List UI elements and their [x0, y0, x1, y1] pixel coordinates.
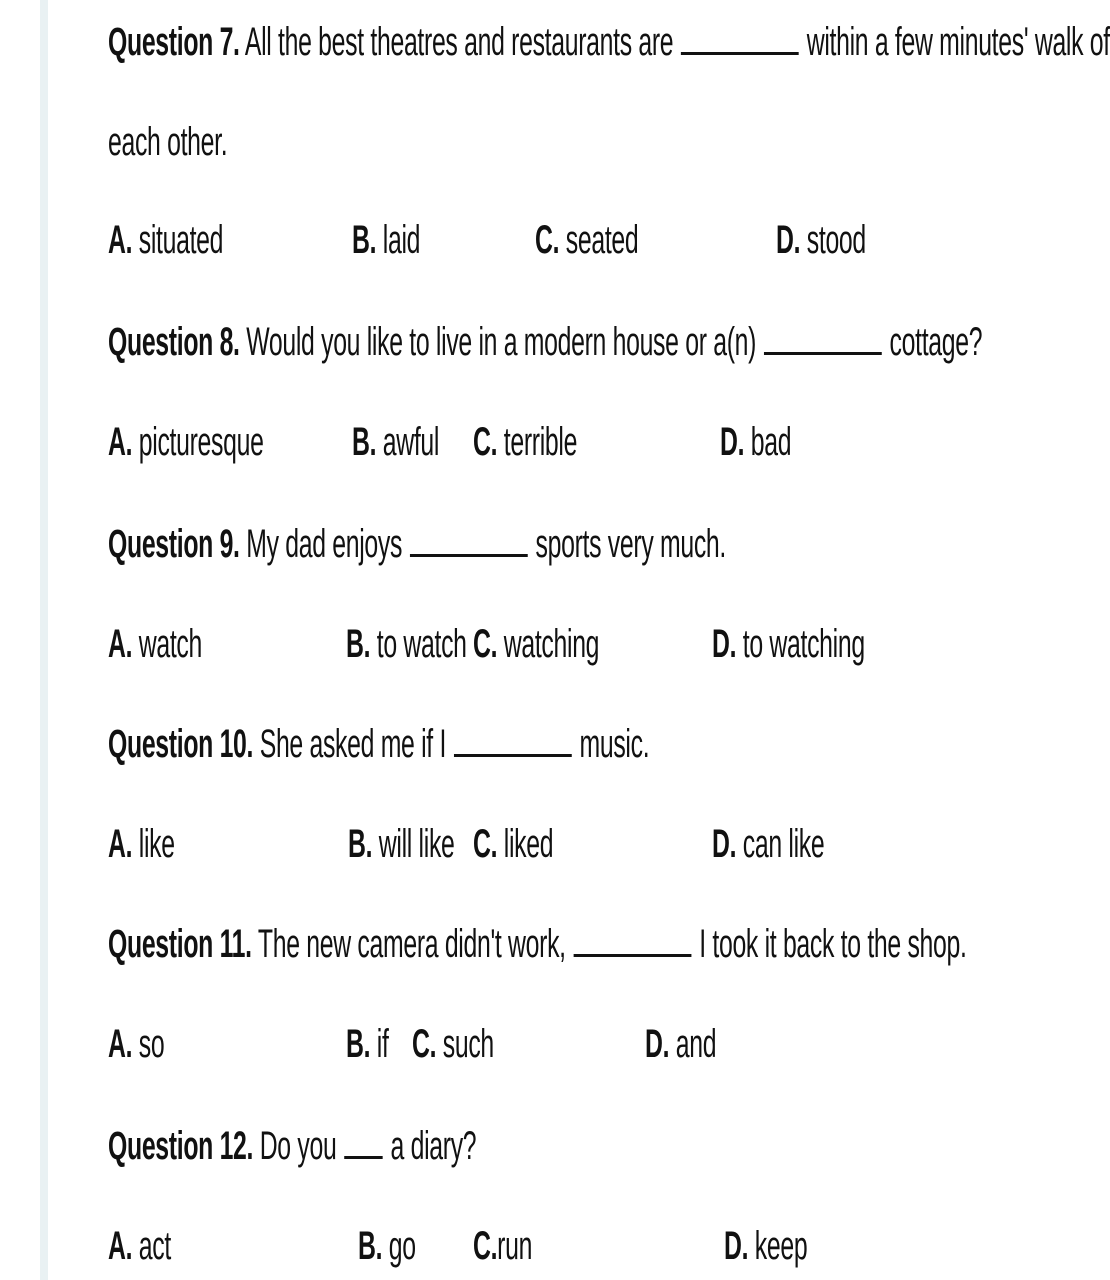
question-7-option-d[interactable]: [776, 216, 866, 264]
question-8-option-b[interactable]: [352, 418, 439, 466]
option-text: watching: [503, 622, 600, 666]
option-letter: B.: [346, 1022, 371, 1066]
question-9-blank: [410, 524, 528, 557]
option-text: go: [388, 1224, 416, 1268]
question-8-text-after: cottage?: [889, 320, 983, 364]
option-text: bad: [750, 420, 792, 464]
question-10-blank: [454, 724, 572, 757]
left-margin-rule: [40, 0, 48, 1280]
question-9-option-d[interactable]: [712, 620, 865, 668]
question-7-stem: [108, 18, 1110, 66]
option-letter: A.: [108, 1224, 133, 1268]
question-10-text-before: She asked me if I: [259, 722, 447, 766]
option-letter: B.: [348, 822, 373, 866]
question-11-text-after: I took it back to the shop.: [699, 922, 967, 966]
question-8-stem: [108, 318, 982, 366]
question-9-option-b[interactable]: [346, 620, 467, 668]
option-text: keep: [754, 1224, 808, 1268]
question-7-text-continuation: each other.: [108, 120, 228, 164]
question-9-label: Question 9.: [108, 522, 240, 566]
question-12-option-b[interactable]: [358, 1222, 416, 1270]
question-9-option-c[interactable]: [473, 620, 599, 668]
option-letter: C.: [535, 218, 560, 262]
question-7-blank: [681, 22, 799, 55]
option-letter: D.: [776, 218, 801, 262]
question-7-option-b[interactable]: [352, 216, 420, 264]
question-11-option-a[interactable]: [108, 1020, 164, 1068]
option-letter: A.: [108, 420, 133, 464]
question-10-label: Question 10.: [108, 722, 254, 766]
option-text: seated: [565, 218, 639, 262]
option-letter: A.: [108, 622, 133, 666]
option-letter: D.: [724, 1224, 749, 1268]
question-9-text-before: My dad enjoys: [246, 522, 403, 566]
question-12-text-before: Do you: [259, 1124, 337, 1168]
question-12-blank: [344, 1126, 382, 1159]
option-text: and: [675, 1022, 717, 1066]
question-10-option-a[interactable]: [108, 820, 175, 868]
option-text: liked: [503, 822, 554, 866]
option-text: act: [138, 1224, 171, 1268]
option-text: to watch: [376, 622, 467, 666]
option-letter: C.: [473, 1224, 498, 1268]
question-7-stem-continued: [108, 118, 227, 166]
option-letter: D.: [645, 1022, 670, 1066]
question-11-stem: [108, 920, 967, 968]
option-text: can like: [742, 822, 825, 866]
question-9-stem: [108, 520, 726, 568]
option-text: run: [497, 1224, 533, 1268]
option-letter: D.: [720, 420, 745, 464]
question-11-label: Question 11.: [108, 922, 252, 966]
question-7-label: Question 7.: [108, 20, 240, 64]
question-11-text-before: The new camera didn't work,: [257, 922, 566, 966]
option-text: will like: [378, 822, 455, 866]
question-9-text-after: sports very much.: [535, 522, 726, 566]
question-10-text-after: music.: [579, 722, 650, 766]
question-7-text-before: All the best theatres and restaurants are: [244, 20, 674, 64]
question-11-option-d[interactable]: [645, 1020, 716, 1068]
question-8-text-before: Would you like to live in a modern house or a(n): [246, 320, 757, 364]
question-12-label: Question 12.: [108, 1124, 254, 1168]
option-letter: D.: [712, 822, 737, 866]
option-letter: B.: [358, 1224, 383, 1268]
question-8-option-a[interactable]: [108, 418, 264, 466]
option-letter: B.: [352, 420, 377, 464]
question-12-option-a[interactable]: [108, 1222, 171, 1270]
question-8-blank: [764, 322, 882, 355]
option-text: stood: [806, 218, 866, 262]
option-text: terrible: [503, 420, 578, 464]
option-letter: A.: [108, 1022, 133, 1066]
question-7-option-c[interactable]: [535, 216, 638, 264]
question-9-option-a[interactable]: [108, 620, 202, 668]
question-10-stem: [108, 720, 649, 768]
option-text: so: [138, 1022, 165, 1066]
option-letter: D.: [712, 622, 737, 666]
question-12-stem: [108, 1122, 476, 1170]
question-10-option-d[interactable]: [712, 820, 824, 868]
option-text: laid: [382, 218, 421, 262]
option-text: to watching: [742, 622, 865, 666]
option-text: watch: [138, 622, 203, 666]
option-letter: A.: [108, 822, 133, 866]
question-7-text-after: within a few minutes' walk of: [806, 20, 1110, 64]
option-text: such: [442, 1022, 494, 1066]
option-letter: A.: [108, 218, 133, 262]
option-text: picturesque: [138, 420, 264, 464]
question-12-text-after: a diary?: [390, 1124, 477, 1168]
question-8-option-d[interactable]: [720, 418, 791, 466]
option-text: if: [376, 1022, 389, 1066]
option-text: awful: [382, 420, 440, 464]
option-letter: C.: [473, 420, 498, 464]
question-12-option-c[interactable]: [473, 1222, 532, 1270]
question-11-option-b[interactable]: [346, 1020, 389, 1068]
option-letter: C.: [473, 622, 498, 666]
option-text: situated: [138, 218, 224, 262]
question-8-label: Question 8.: [108, 320, 240, 364]
question-8-option-c[interactable]: [473, 418, 577, 466]
question-12-option-d[interactable]: [724, 1222, 807, 1270]
question-7-option-a[interactable]: [108, 216, 223, 264]
question-10-option-b[interactable]: [348, 820, 455, 868]
option-letter: C.: [473, 822, 498, 866]
option-letter: C.: [412, 1022, 437, 1066]
option-letter: B.: [352, 218, 377, 262]
question-10-option-c[interactable]: [473, 820, 553, 868]
option-text: like: [138, 822, 175, 866]
question-11-option-c[interactable]: [412, 1020, 494, 1068]
question-11-blank: [574, 924, 692, 957]
option-letter: B.: [346, 622, 371, 666]
